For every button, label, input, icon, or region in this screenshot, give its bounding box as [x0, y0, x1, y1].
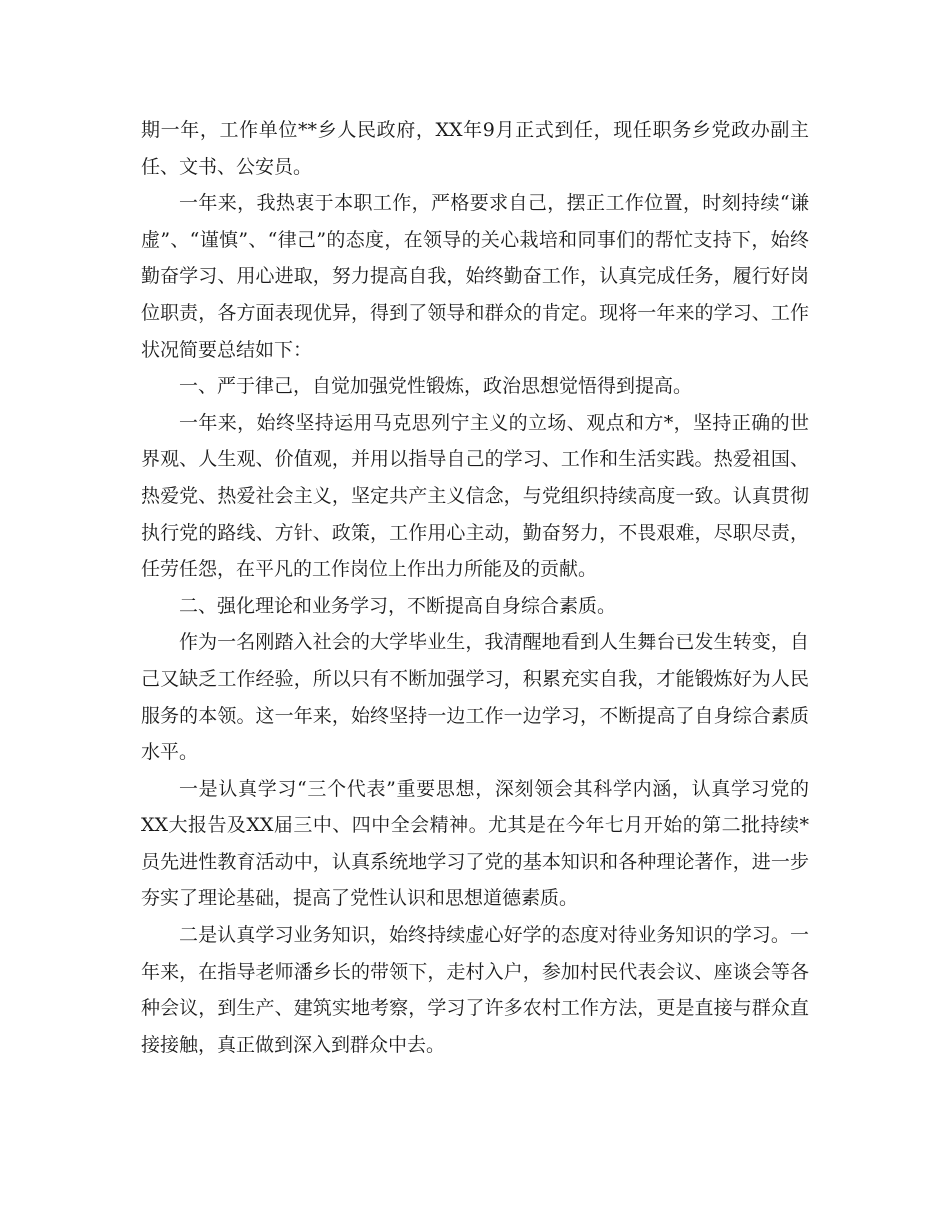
section-heading-2: 二、强化理论和业务学习，不断提高自身综合素质。 [179, 594, 617, 617]
paragraph-business-study: 二是认真学习业务知识，始终持续虚心好学的态度对待业务知识的学习。一年来，在指导老师潘乡长的带领下，走村入户，参加村民代表会议、座谈会等各种会议，到生产、建筑实地考察，学习了许多农村工作方法，更是直接与群众直接接触，真正做到深入到群众中去。 [141, 924, 809, 1056]
document-body [141, 112, 809, 1063]
paragraph-continuation: 期一年，工作单位**乡人民政府，XX年9月正式到任，现任职务乡党政办副主任、文书、公安员。 [141, 119, 809, 178]
paragraph-theory-study: 一是认真学习“三个代表”重要思想，深刻领会其科学内涵，认真学习党的XX大报告及XX届三中、四中全会精神。尤其是在今年七月开始的第二批持续*员先进性教育活动中，认真系统地学习了党的基本知识和各种理论著作，进一步夯实了理论基础，提高了党性认识和思想道德素质。 [141, 777, 809, 910]
paragraph-intro: 一年来，我热衷于本职工作，严格要求自己，摆正工作位置，时刻持续“谦虚”、“谨慎”、“律己”的态度，在领导的关心栽培和同事们的帮忙支持下，始终勤奋学习、用心进取，努力提高自我，始终勤奋工作，认真完成任务，履行好岗位职责，各方面表现优异，得到了领导和群众的肯定。现将一年来的学习、工作状况简要总结如下： [141, 192, 809, 361]
section-heading-1: 一、严于律己，自觉加强党性锻炼，政治思想觉悟得到提高。 [179, 375, 693, 398]
paragraph-political: 一年来，始终坚持运用马克思列宁主义的立场、观点和方*，坚持正确的世界观、人生观、价值观，并用以指导自己的学习、工作和生活实践。热爱祖国、热爱党、热爱社会主义，坚定共产主义信念，与党组织持续高度一致。认真贯彻执行党的路线、方针、政策，工作用心主动，勤奋努力，不畏艰难，尽职尽责，任劳任怨，在平凡的工作岗位上作出力所能及的贡献。 [141, 411, 809, 581]
paragraph-study-intro: 作为一名刚踏入社会的大学毕业生，我清醒地看到人生舞台已发生转变，自己又缺乏工作经验，所以只有不断加强学习，积累充实自我，才能锻炼好为人民服务的本领。这一年来，始终坚持一边工作一边学习，不断提高了自身综合素质水平。 [141, 631, 809, 764]
